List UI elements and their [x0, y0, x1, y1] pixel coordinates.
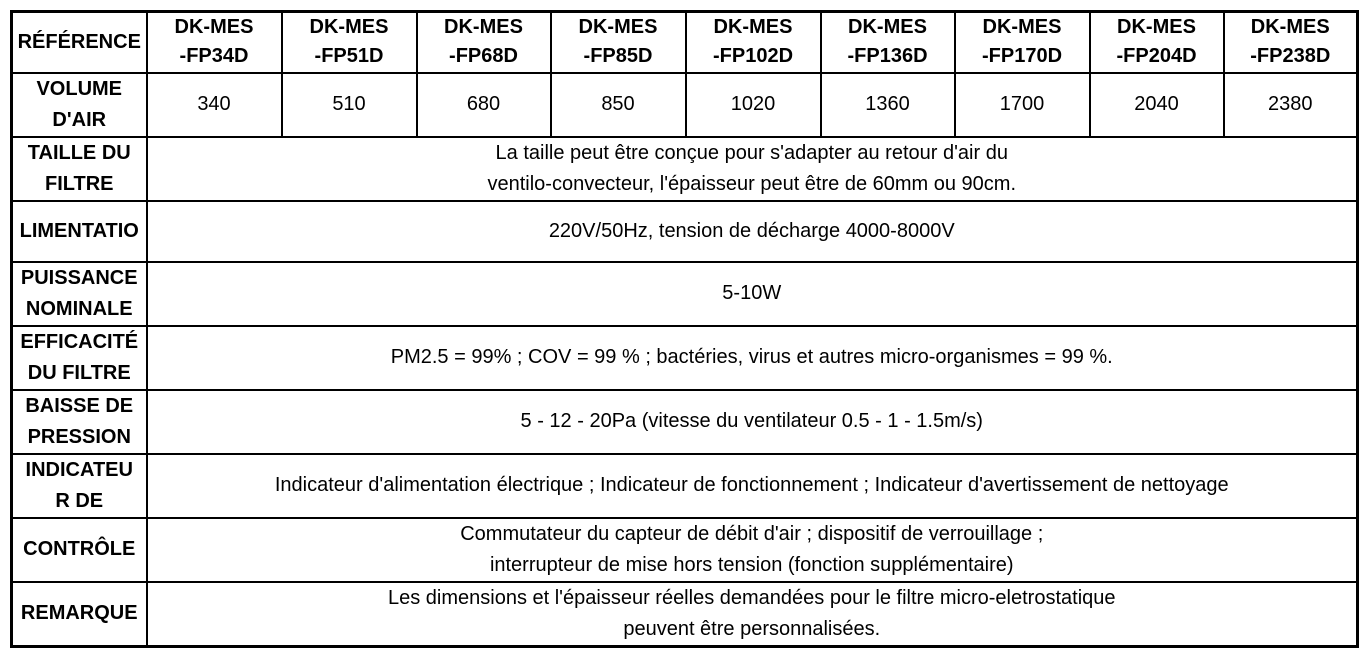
power-supply-row	[12, 201, 1358, 262]
air-volume-cell: 510	[282, 73, 417, 137]
model-cell: DK-MES -FP85D	[551, 12, 686, 73]
air-volume-row	[12, 73, 1358, 137]
model-cell: DK-MES -FP51D	[282, 12, 417, 73]
air-volume-cell: 2040	[1090, 73, 1224, 137]
reference-row	[12, 12, 1358, 73]
remark-row	[12, 582, 1358, 647]
model-cell: DK-MES -FP204D	[1090, 12, 1224, 73]
air-volume-cell: 850	[551, 73, 686, 137]
remark-label: REMARQUE	[12, 582, 147, 647]
filter-efficiency-value: PM2.5 = 99% ; COV = 99 % ; bactéries, virus et autres micro-organismes = 99 %.	[147, 326, 1358, 390]
control-row	[12, 518, 1358, 582]
pressure-drop-label: BAISSE DE PRESSION	[12, 390, 147, 454]
air-volume-cell: 340	[147, 73, 282, 137]
spec-table-container	[10, 10, 1356, 640]
reference-label: RÉFÉRENCE	[12, 12, 147, 73]
indicator-value: Indicateur d'alimentation électrique ; Indicateur de fonctionnement ; Indicateur d'avertissement de nettoyage	[147, 454, 1358, 518]
model-cell: DK-MES -FP34D	[147, 12, 282, 73]
pressure-drop-row	[12, 390, 1358, 454]
rated-power-row	[12, 262, 1358, 326]
filter-size-row	[12, 137, 1358, 201]
spec-table	[10, 10, 1359, 648]
indicator-row	[12, 454, 1358, 518]
filter-efficiency-label: EFFICACITÉ DU FILTRE	[12, 326, 147, 390]
power-supply-value: 220V/50Hz, tension de décharge 4000-8000V	[147, 201, 1358, 262]
model-cell: DK-MES -FP68D	[417, 12, 551, 73]
air-volume-cell: 680	[417, 73, 551, 137]
air-volume-cell: 1020	[686, 73, 821, 137]
rated-power-label: PUISSANCE NOMINALE	[12, 262, 147, 326]
rated-power-value: 5-10W	[147, 262, 1358, 326]
power-supply-label: LIMENTATIO	[12, 201, 147, 262]
control-value: Commutateur du capteur de débit d'air ; dispositif de verrouillage ; interrupteur de mise hors tension (fonction supplémentaire)	[147, 518, 1358, 582]
model-cell: DK-MES -FP102D	[686, 12, 821, 73]
air-volume-cell: 2380	[1224, 73, 1358, 137]
model-cell: DK-MES -FP170D	[955, 12, 1090, 73]
pressure-drop-value: 5 - 12 - 20Pa (vitesse du ventilateur 0.5 - 1 - 1.5m/s)	[147, 390, 1358, 454]
control-label: CONTRÔLE	[12, 518, 147, 582]
remark-value: Les dimensions et l'épaisseur réelles demandées pour le filtre micro-eletrostatique peuvent être personnalisées.	[147, 582, 1358, 647]
filter-size-value: La taille peut être conçue pour s'adapter au retour d'air du ventilo-convecteur, l'épaisseur peut être de 60mm ou 90cm.	[147, 137, 1358, 201]
air-volume-cell: 1360	[821, 73, 955, 137]
air-volume-cell: 1700	[955, 73, 1090, 137]
filter-size-label: TAILLE DU FILTRE	[12, 137, 147, 201]
model-cell: DK-MES -FP136D	[821, 12, 955, 73]
model-cell: DK-MES -FP238D	[1224, 12, 1358, 73]
indicator-label: INDICATEU R DE	[12, 454, 147, 518]
filter-efficiency-row	[12, 326, 1358, 390]
air-volume-label: VOLUME D'AIR	[12, 73, 147, 137]
